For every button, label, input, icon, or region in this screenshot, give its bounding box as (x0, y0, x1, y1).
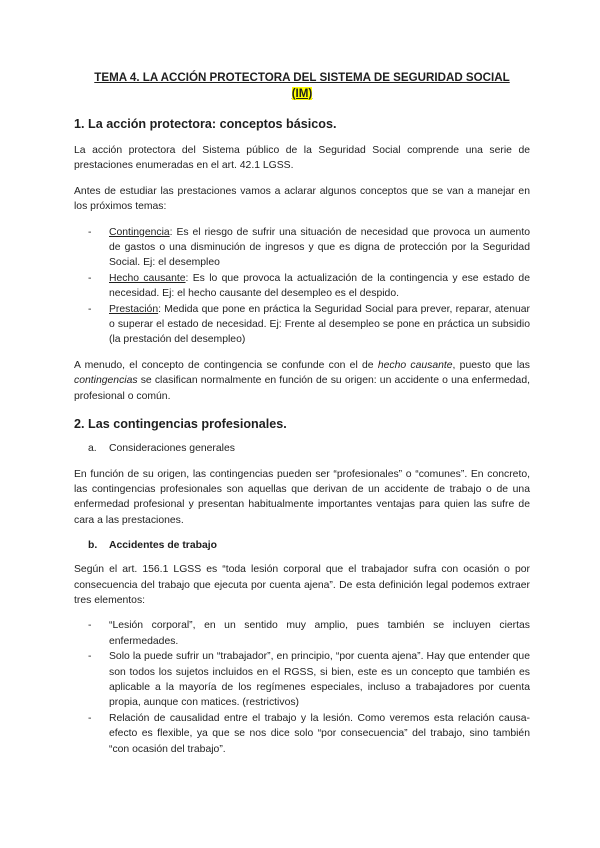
list-item: - “Lesión corporal”, en un sentido muy amplio, pues también se incluyen ciertas enfermedades. (88, 618, 530, 649)
s2-paragraph-2: Según el art. 156.1 LGSS es “toda lesión corporal que el trabajador sufra con ocasión o por consecuencia del trabajo que ejecuta por cuenta ajena”. De esta definición legal podemos extraer tres elementos: (74, 564, 530, 606)
subsection-a: a. Consideraciones generales (88, 441, 530, 456)
list-item: - Contingencia: Es el riesgo de sufrir una situación de necesidad que provoca un aumento de gastos o una disminución de ingresos y que es digna de protección por la Seguridad Social. Ej: el desempleo (88, 225, 530, 271)
subsection-a-label: Consideraciones generales (109, 443, 235, 455)
elements-list (88, 618, 530, 757)
s2-paragraph-1: En función de su origen, las contingencias pueden ser “profesionales” o “comunes”. En concreto, las contingencias profesionales son aquellas que derivan de un accidente de trabajo o de una enfermedad profesional y presentan habitualmente importantes ventajas para quien las sufre de cara a las prestaciones. (74, 468, 530, 526)
page-title (74, 70, 530, 102)
subsection-b-label: Accidentes de trabajo (109, 540, 217, 552)
s1-paragraph-1: La acción protectora del Sistema público de la Seguridad Social comprende una serie de prestaciones enumeradas en el art. 42.1 LGSS. (74, 145, 530, 172)
term-prestacion: Prestación (109, 303, 159, 315)
document-page (74, 70, 530, 757)
s1-paragraph-2: Antes de estudiar las prestaciones vamos a aclarar algunos conceptos que se van a manejar en los próximos temas: (74, 185, 530, 213)
list-item: - Hecho causante: Es lo que provoca la actualización de la contingencia y ese estado de necesidad. Ej: el hecho causante del desempleo es el despido. (88, 271, 530, 302)
term-hecho-causante: Hecho causante (109, 272, 186, 284)
subsection-b: b. Accidentes de trabajo (88, 540, 217, 552)
list-item: - Relación de causalidad entre el trabajo y la lesión. Como veremos esta relación causa-efecto es flexible, ya que se nos dice solo “por consecuencia” del trabajo, sino también “con ocasión del trabajo”. (88, 711, 530, 757)
definitions-list (88, 225, 530, 348)
s1-paragraph-3: A menudo, el concepto de contingencia se confunde con el de hecho causante, puesto que las contingencias se clasifican normalmente en función de su origen: un accidente o una enfermedad, profesional o común. (74, 359, 530, 402)
list-item: - Prestación: Medida que pone en práctica la Seguridad Social para prever, reparar, atenuar o superar el estado de necesidad. Ej: Frente al desempleo se pone en práctica un subsidio (la prestación del desempleo) (88, 302, 530, 348)
title-tag: (IM) (291, 87, 313, 100)
section-1-heading: 1. La acción protectora: conceptos básicos. (74, 117, 337, 131)
term-contingencia: Contingencia (109, 226, 170, 238)
section-2-heading: 2. Las contingencias profesionales. (74, 417, 287, 432)
title-main: TEMA 4. LA ACCIÓN PROTECTORA DEL SISTEMA DE SEGURIDAD SOCIAL (94, 71, 510, 84)
list-item: - Solo la puede sufrir un “trabajador”, en principio, “por cuenta ajena”. Hay que entender que son todos los sujetos incluidos en el RGSS, si bien, este es un concepto que también es aplicable a la mayoría de los regímenes especiales, incluso a trabajadores por cuenta propia, aunque con matices. (restrictivos) (88, 649, 530, 711)
